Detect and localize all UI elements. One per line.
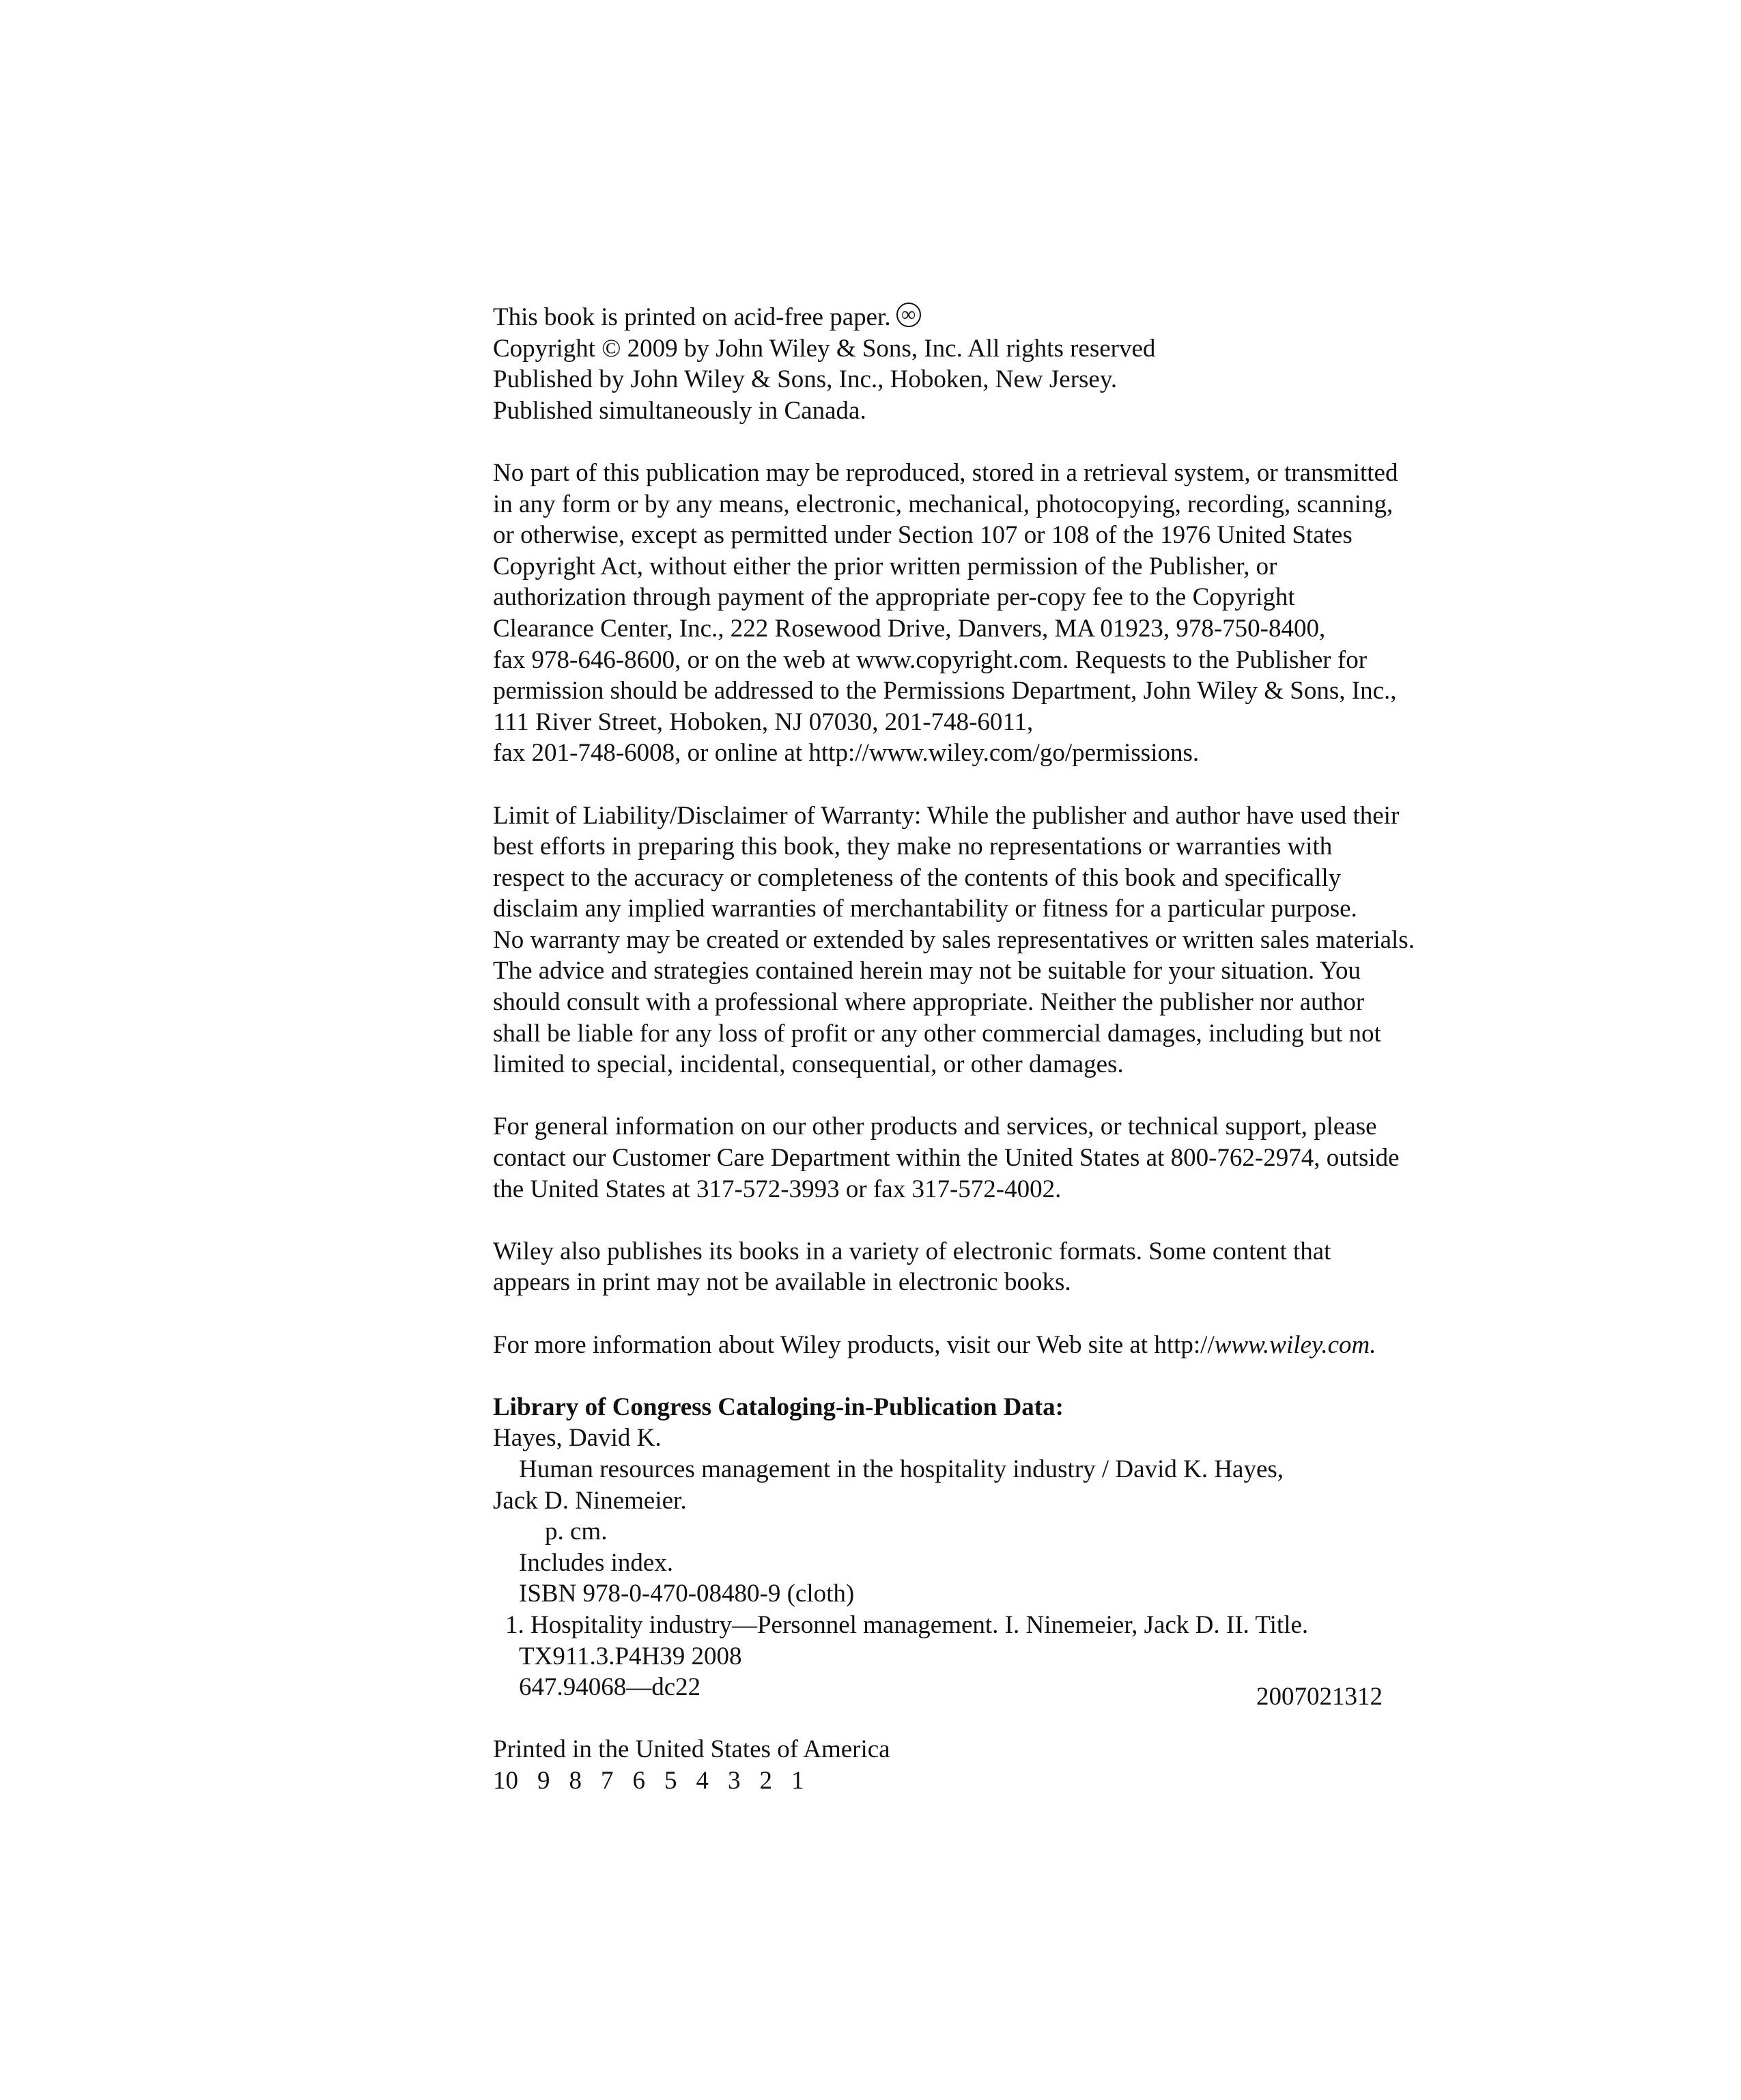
cip-lc-class: TX911.3.P4H39 2008 bbox=[519, 1642, 742, 1670]
printing-number: 6 bbox=[632, 1766, 645, 1795]
acid-free-text: This book is printed on acid-free paper. bbox=[493, 303, 891, 331]
support-paragraph bbox=[493, 1111, 1435, 1205]
printing-number: 10 bbox=[493, 1766, 518, 1795]
copyright-text-block bbox=[493, 302, 1435, 1797]
cip-dewey-row bbox=[493, 1672, 1435, 1711]
cip-title-line-2: Jack D. Ninemeier. bbox=[493, 1486, 687, 1515]
website-line bbox=[493, 1330, 1435, 1361]
permissions-line: permission should be addressed to the Permissions Department, John Wiley & Sons, Inc., bbox=[493, 677, 1397, 705]
spacer bbox=[493, 769, 1435, 800]
published-canada-line: Published simultaneously in Canada. bbox=[493, 396, 866, 425]
acid-free-paper-icon: ∞ bbox=[896, 303, 921, 327]
spacer bbox=[493, 1080, 1435, 1112]
printing-number: 3 bbox=[728, 1766, 741, 1795]
printing-number: 2 bbox=[759, 1766, 772, 1795]
cip-pages: p. cm. bbox=[545, 1517, 608, 1546]
electronic-formats-paragraph bbox=[493, 1236, 1435, 1298]
permissions-paragraph bbox=[493, 458, 1435, 769]
cip-author: Hayes, David K. bbox=[493, 1424, 662, 1453]
permissions-line: No part of this publication may be reproduced, stored in a retrieval system, or transmitted bbox=[493, 458, 1398, 487]
liability-line: No warranty may be created or extended by sales representatives or written sales materials. bbox=[493, 925, 1415, 954]
cip-title-line-1: Human resources management in the hospitality industry / David K. Hayes, bbox=[519, 1455, 1284, 1483]
cip-index: Includes index. bbox=[519, 1548, 674, 1577]
cip-dewey: 647.94068—dc22 bbox=[519, 1673, 701, 1702]
liability-line: limited to special, incidental, consequential, or other damages. bbox=[493, 1050, 1124, 1079]
printing-number: 1 bbox=[791, 1766, 804, 1795]
liability-line: Limit of Liability/Disclaimer of Warranty: While the publisher and author have used their bbox=[493, 801, 1400, 830]
electronic-formats-line: appears in print may not be available in electronic books. bbox=[493, 1268, 1071, 1297]
support-line: For general information on our other products and services, or technical support, please bbox=[493, 1112, 1377, 1141]
cip-lccn: 2007021312 bbox=[1256, 1683, 1383, 1711]
permissions-line: or otherwise, except as permitted under Section 107 or 108 of the 1976 United States bbox=[493, 521, 1353, 550]
permissions-line: fax 978-646-8600, or on the web at www.copyright.com. Requests to the Publisher for bbox=[493, 645, 1368, 674]
printing-numbers bbox=[493, 1765, 1435, 1797]
liability-line: should consult with a professional where appropriate. Neither the publisher nor author bbox=[493, 988, 1365, 1017]
liability-paragraph bbox=[493, 800, 1435, 1080]
printing-number: 8 bbox=[569, 1766, 582, 1795]
cip-block bbox=[493, 1392, 1435, 1711]
printing-number: 7 bbox=[601, 1766, 614, 1795]
published-by-line: Published by John Wiley & Sons, Inc., Hoboken, New Jersey. bbox=[493, 365, 1118, 394]
permissions-line: 111 River Street, Hoboken, NJ 07030, 201-748-6011, bbox=[493, 708, 1034, 736]
cip-subjects: 1. Hospitality industry—Personnel management. I. Ninemeier, Jack D. II. Title. bbox=[505, 1610, 1309, 1639]
support-line: contact our Customer Care Department within the United States at 800-762-2974, outside bbox=[493, 1144, 1400, 1173]
printing-number: 5 bbox=[664, 1766, 677, 1795]
printing-number: 4 bbox=[696, 1766, 709, 1795]
permissions-line: Copyright Act, without either the prior written permission of the Publisher, or bbox=[493, 552, 1277, 580]
spacer bbox=[493, 426, 1435, 458]
permissions-line: Clearance Center, Inc., 222 Rosewood Drive, Danvers, MA 01923, 978-750-8400, bbox=[493, 614, 1326, 643]
liability-line: The advice and strategies contained herein may not be suitable for your situation. You bbox=[493, 957, 1361, 985]
printing-number: 9 bbox=[537, 1766, 550, 1795]
cip-isbn: ISBN 978-0-470-08480-9 (cloth) bbox=[519, 1580, 855, 1608]
liability-line: shall be liable for any loss of profit or any other commercial damages, including but not bbox=[493, 1019, 1381, 1048]
support-line: the United States at 317-572-3993 or fax 317-572-4002. bbox=[493, 1175, 1062, 1203]
spacer bbox=[493, 1360, 1435, 1392]
liability-line: best efforts in preparing this book, they make no representations or warranties with bbox=[493, 832, 1333, 861]
liability-line: disclaim any implied warranties of merchantability or fitness for a particular purpose. bbox=[493, 895, 1357, 923]
permissions-line: in any form or by any means, electronic, mechanical, photocopying, recording, scanning, bbox=[493, 490, 1393, 518]
copyright-line: Copyright © 2009 by John Wiley & Sons, Inc. All rights reserved bbox=[493, 334, 1156, 363]
permissions-line: authorization through payment of the appropriate per-copy fee to the Copyright bbox=[493, 583, 1295, 612]
website-url: www.wiley.com. bbox=[1214, 1330, 1376, 1359]
liability-line: respect to the accuracy or completeness of the contents of this book and specifically bbox=[493, 863, 1342, 892]
spacer bbox=[493, 1205, 1435, 1236]
printed-in-line: Printed in the United States of America bbox=[493, 1735, 890, 1764]
spacer bbox=[493, 1298, 1435, 1330]
acid-free-line bbox=[493, 302, 1435, 333]
electronic-formats-line: Wiley also publishes its books in a variety of electronic formats. Some content that bbox=[493, 1237, 1331, 1265]
permissions-line: fax 201-748-6008, or online at http://www.wiley.com/go/permissions. bbox=[493, 739, 1200, 768]
website-prefix: For more information about Wiley products, visit our Web site at http:// bbox=[493, 1330, 1215, 1359]
cip-heading: Library of Congress Cataloging-in-Publication Data: bbox=[493, 1392, 1064, 1421]
